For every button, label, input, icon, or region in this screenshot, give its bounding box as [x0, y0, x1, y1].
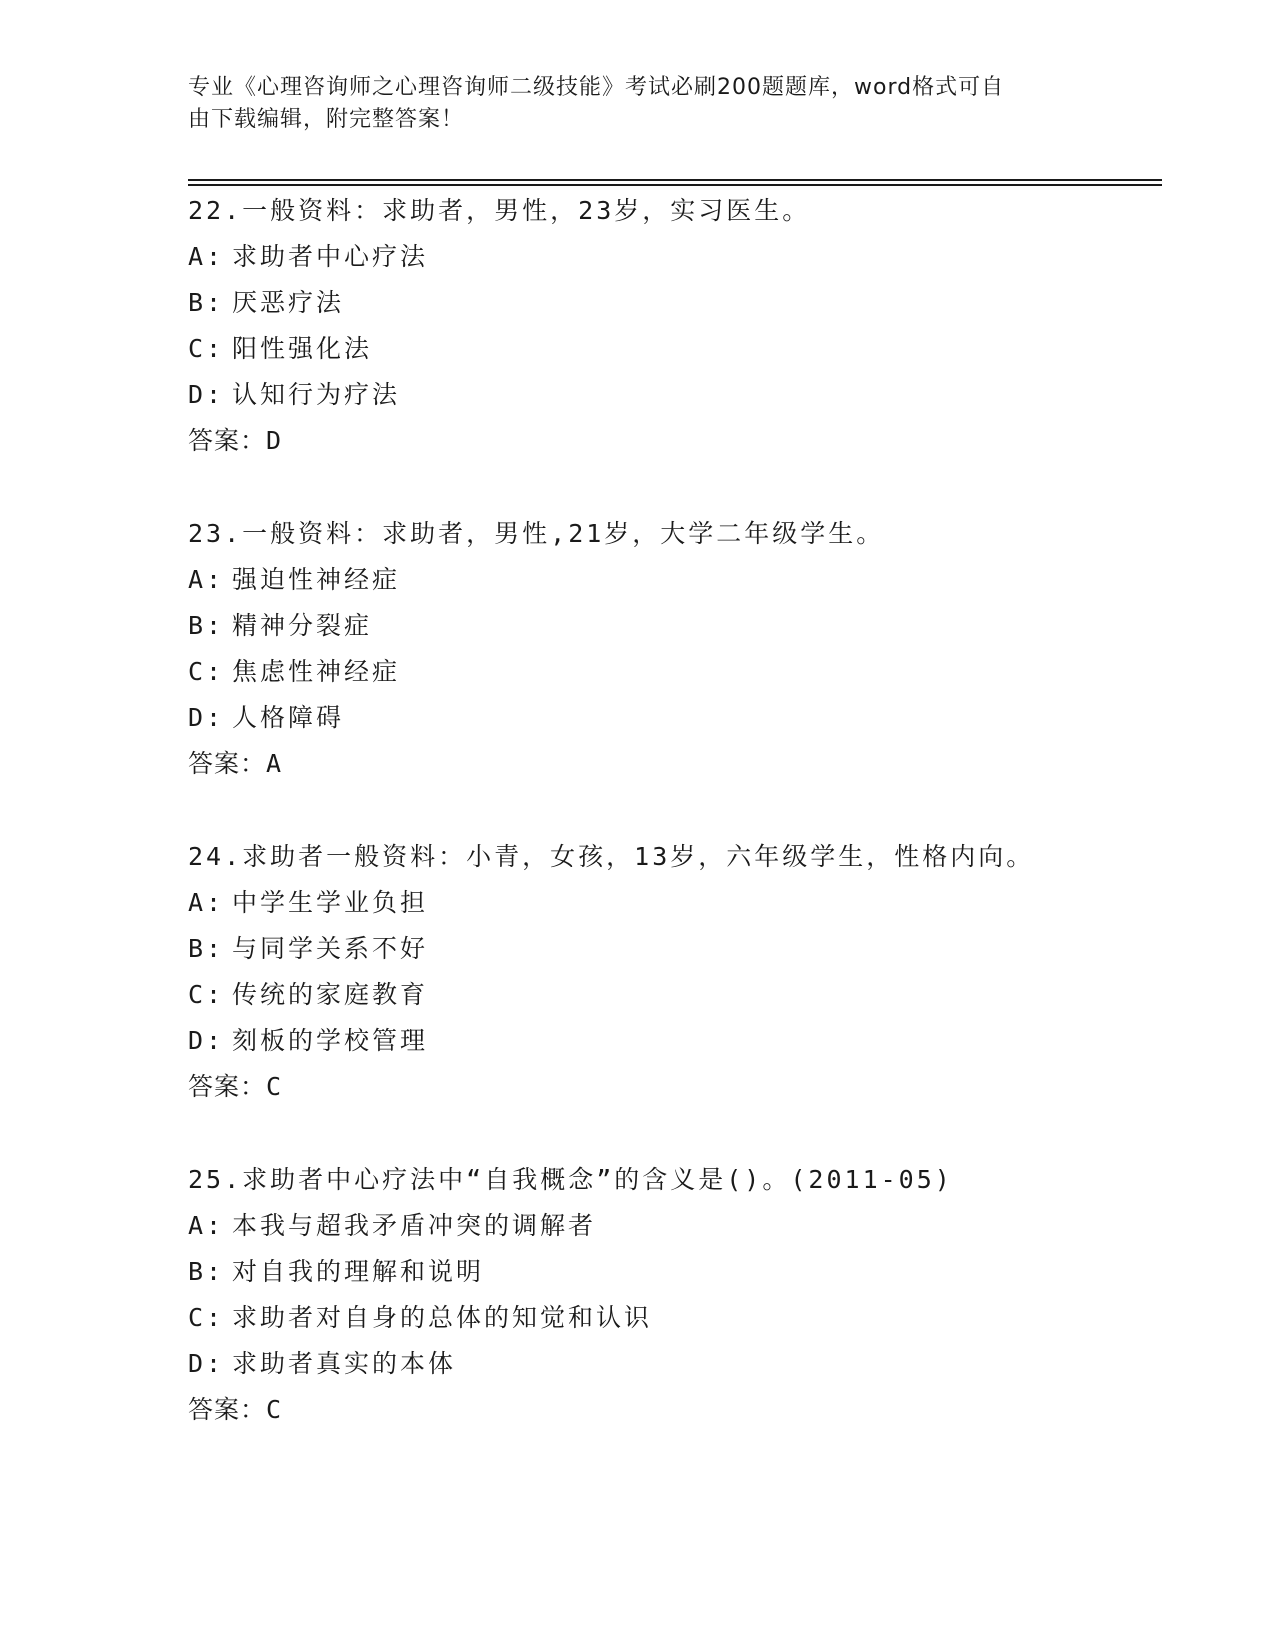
- header-divider-top: [188, 179, 1162, 181]
- option-letter: B:: [188, 611, 225, 640]
- document-header: [188, 72, 1088, 136]
- option-letter: B:: [188, 934, 225, 963]
- option-letter: A:: [188, 1211, 225, 1240]
- option-letter: D:: [188, 703, 225, 732]
- option-letter: A:: [188, 242, 225, 271]
- option-text: 焦虑性神经症: [232, 657, 401, 686]
- answer-label: 答案：: [188, 426, 267, 455]
- question-stem: 23.一般资料：求助者，男性,21岁，大学二年级学生。: [188, 519, 885, 548]
- question-stem: 25.求助者中心疗法中“自我概念”的含义是()。(2011-05): [188, 1165, 953, 1194]
- option-text: 强迫性神经症: [232, 565, 401, 594]
- option-c: [188, 649, 1148, 695]
- question-24: [188, 834, 1148, 1110]
- option-letter: B:: [188, 1257, 225, 1286]
- answer-value: D: [266, 426, 283, 455]
- answer-line: [188, 1387, 1148, 1433]
- answer-label: 答案：: [188, 749, 267, 778]
- option-letter: C:: [188, 334, 225, 363]
- option-text: 刻板的学校管理: [232, 1026, 429, 1055]
- answer-line: [188, 418, 1148, 464]
- option-b: [188, 1249, 1148, 1295]
- header-divider-bottom: [188, 184, 1162, 186]
- question-stem: 22.一般资料：求助者，男性，23岁，实习医生。: [188, 196, 811, 225]
- option-text: 中学生学业负担: [232, 888, 429, 917]
- option-b: [188, 280, 1148, 326]
- answer-label: 答案：: [188, 1072, 267, 1101]
- option-letter: A:: [188, 565, 225, 594]
- option-d: [188, 372, 1148, 418]
- option-text: 对自我的理解和说明: [232, 1257, 485, 1286]
- question-stem: 24.求助者一般资料：小青，女孩，13岁，六年级学生，性格内向。: [188, 842, 1035, 871]
- option-a: [188, 1203, 1148, 1249]
- option-letter: C:: [188, 980, 225, 1009]
- option-b: [188, 926, 1148, 972]
- answer-line: [188, 741, 1148, 787]
- option-text: 阳性强化法: [232, 334, 373, 363]
- option-text: 求助者真实的本体: [232, 1349, 457, 1378]
- answer-value: C: [266, 1072, 283, 1101]
- answer-label: 答案：: [188, 1395, 267, 1424]
- option-text: 求助者中心疗法: [232, 242, 429, 271]
- option-text: 本我与超我矛盾冲突的调解者: [232, 1211, 597, 1240]
- question-25: [188, 1157, 1148, 1433]
- option-letter: A:: [188, 888, 225, 917]
- option-letter: D:: [188, 1349, 225, 1378]
- option-text: 精神分裂症: [232, 611, 373, 640]
- option-text: 求助者对自身的总体的知觉和认识: [232, 1303, 653, 1332]
- option-d: [188, 1341, 1148, 1387]
- header-line-1: 专业《心理咨询师之心理咨询师二级技能》考试必刷200题题库，word格式可自: [188, 75, 1005, 100]
- option-letter: D:: [188, 380, 225, 409]
- option-d: [188, 695, 1148, 741]
- option-text: 厌恶疗法: [232, 288, 345, 317]
- option-a: [188, 557, 1148, 603]
- answer-value: A: [266, 749, 283, 778]
- option-a: [188, 880, 1148, 926]
- question-list: [188, 188, 1148, 1480]
- question-22: [188, 188, 1148, 464]
- option-c: [188, 1295, 1148, 1341]
- option-text: 认知行为疗法: [232, 380, 401, 409]
- option-d: [188, 1018, 1148, 1064]
- option-letter: D:: [188, 1026, 225, 1055]
- answer-line: [188, 1064, 1148, 1110]
- header-line-2: 由下载编辑，附完整答案！: [188, 107, 465, 132]
- option-c: [188, 326, 1148, 372]
- option-letter: C:: [188, 657, 225, 686]
- option-c: [188, 972, 1148, 1018]
- option-a: [188, 234, 1148, 280]
- question-23: [188, 511, 1148, 787]
- option-b: [188, 603, 1148, 649]
- option-text: 与同学关系不好: [232, 934, 429, 963]
- option-text: 传统的家庭教育: [232, 980, 429, 1009]
- option-text: 人格障碍: [232, 703, 345, 732]
- answer-value: C: [266, 1395, 283, 1424]
- option-letter: C:: [188, 1303, 225, 1332]
- option-letter: B:: [188, 288, 225, 317]
